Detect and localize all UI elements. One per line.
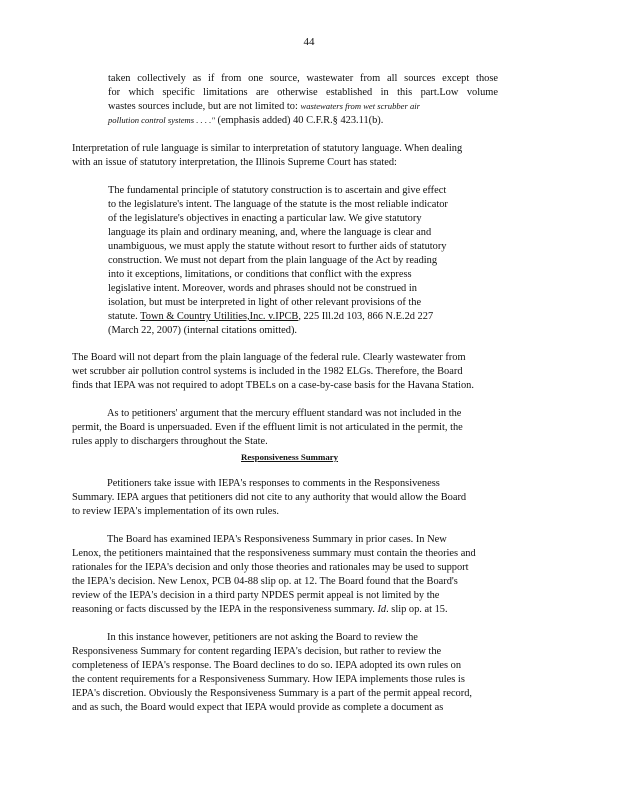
- quote2-line-9: isolation, but must be interpreted in light of other relevant provisions of the: [108, 297, 422, 308]
- quote2-line-5: unambiguous, we must apply the statute without resort to further aids of statutory: [108, 241, 447, 252]
- page-number: 44: [303, 36, 315, 48]
- quote2-line-10: [108, 310, 433, 324]
- quote2-line-1: The fundamental principle of statutory construction is to ascertain and give effect: [108, 185, 447, 196]
- quote1-line-4: [108, 114, 383, 128]
- quote1-line-3-text: wastes sources include, but are not limited to:: [108, 101, 298, 112]
- id-citation: Id: [377, 604, 387, 615]
- para5-line-6-text: reasoning or facts discussed by the IEPA in the responsiveness summary.: [72, 604, 375, 615]
- quote1-line-1: taken collectively as if from one source, wastewater from all sources except those: [108, 73, 498, 84]
- para5-line-5: review of the IEPA's decision in a third party NPDES permit appeal is not limited by the: [72, 590, 440, 601]
- para2-line-3: finds that IEPA was not required to adopt TBELs on a case-by-case basis for the Havana Station.: [72, 380, 474, 391]
- para4-line-2: Summary. IEPA argues that petitioners did not cite to any authority that would allow the Board: [72, 492, 467, 503]
- quote2-line-11: (March 22, 2007) (internal citations omitted).: [108, 325, 297, 336]
- para4-line-1: Petitioners take issue with IEPA's responses to comments in the Responsiveness: [107, 478, 440, 489]
- para3-line-3: rules apply to dischargers throughout the State.: [72, 436, 268, 447]
- quote1-line-3: [108, 100, 420, 114]
- quote2-statute-post: , 225 Ill.2d 103, 866 N.E.2d 227: [298, 311, 434, 322]
- section-heading-text: Responsiveness Summary: [241, 452, 339, 462]
- quote2-line-8: legislative intent. Moreover, words and phrases should not be construed in: [108, 283, 417, 294]
- quote2-line-6: construction. We must not depart from the plain language of the Act by reading: [108, 255, 438, 266]
- para3-line-1: As to petitioners' argument that the mercury effluent standard was not included in the: [107, 408, 462, 419]
- para2-line-2: wet scrubber air pollution control systems is included in the 1982 ELGs. Therefore, the Board: [72, 366, 463, 377]
- para5-line-2: Lenox, the petitioners maintained that the responsiveness summary must contain the theories and: [72, 548, 476, 559]
- para6-line-6: and as such, the Board would expect that IEPA would provide as complete a document as: [72, 702, 444, 713]
- quote2-line-4: language its plain and ordinary meaning, and, where the language is clear and: [108, 227, 432, 238]
- section-heading: [241, 451, 338, 465]
- para6-line-1: In this instance however, petitioners are not asking the Board to review the: [107, 632, 418, 643]
- para5-line-6: [72, 603, 448, 617]
- quote2-statute-pre: statute.: [108, 311, 141, 322]
- quote1-italic-a: wastewaters from wet scrubber air: [300, 101, 421, 111]
- para2-line-1: The Board will not depart from the plain language of the federal rule. Clearly wastewater from: [72, 352, 466, 363]
- para6-line-4: the content requirements for a Responsiveness Summary. How IEPA implements those rules is: [72, 674, 465, 685]
- para5-line-4: the IEPA's decision. New Lenox, PCB 04-88 slip op. at 12. The Board found that the Board's: [72, 576, 458, 587]
- quote1-line-2: for which specific limitations are otherwise established in this part.Low volume: [108, 87, 498, 98]
- quote1-italic-b: pollution control systems . . . .": [108, 115, 215, 125]
- para3-line-2: permit, the Board is unpersuaded. Even if the effluent limit is not articulated in the permit, the: [72, 422, 463, 433]
- para5-line-3: rationales for the IEPA's decision and only those theories and rationales may be used to support: [72, 562, 469, 573]
- quote2-line-2: to the legislature's intent. The language of the statute is the most reliable indicator: [108, 199, 448, 210]
- id-citation-tail: . slip op. at 15.: [386, 604, 448, 615]
- para4-line-3: to review IEPA's implementation of its own rules.: [72, 506, 279, 517]
- quote2-line-7: into it exceptions, limitations, or conditions that conflict with the express: [108, 269, 412, 280]
- quote1-tail: (emphasis added) 40 C.F.R.§ 423.11(b).: [214, 115, 384, 126]
- case-citation: Town & Country Utilities,Inc. v.IPCB: [140, 311, 299, 322]
- para5-line-1: The Board has examined IEPA's Responsiveness Summary in prior cases. In New: [107, 534, 447, 545]
- para6-line-3: completeness of IEPA's response. The Board declines to do so. IEPA adopted its own rules on: [72, 660, 462, 671]
- para1-line-1: Interpretation of rule language is similar to interpretation of statutory language. When dealing: [72, 143, 463, 154]
- para1-line-2: with an issue of statutory interpretation, the Illinois Supreme Court has stated:: [72, 157, 397, 168]
- para6-line-5: IEPA's discretion. Obviously the Responsiveness Summary is a part of the permit appeal record,: [72, 688, 473, 699]
- quote2-line-3: of the legislature's objectives in enacting a particular law. We give statutory: [108, 213, 422, 224]
- para6-line-2: Responsiveness Summary for content regarding IEPA's decision, but rather to review the: [72, 646, 442, 657]
